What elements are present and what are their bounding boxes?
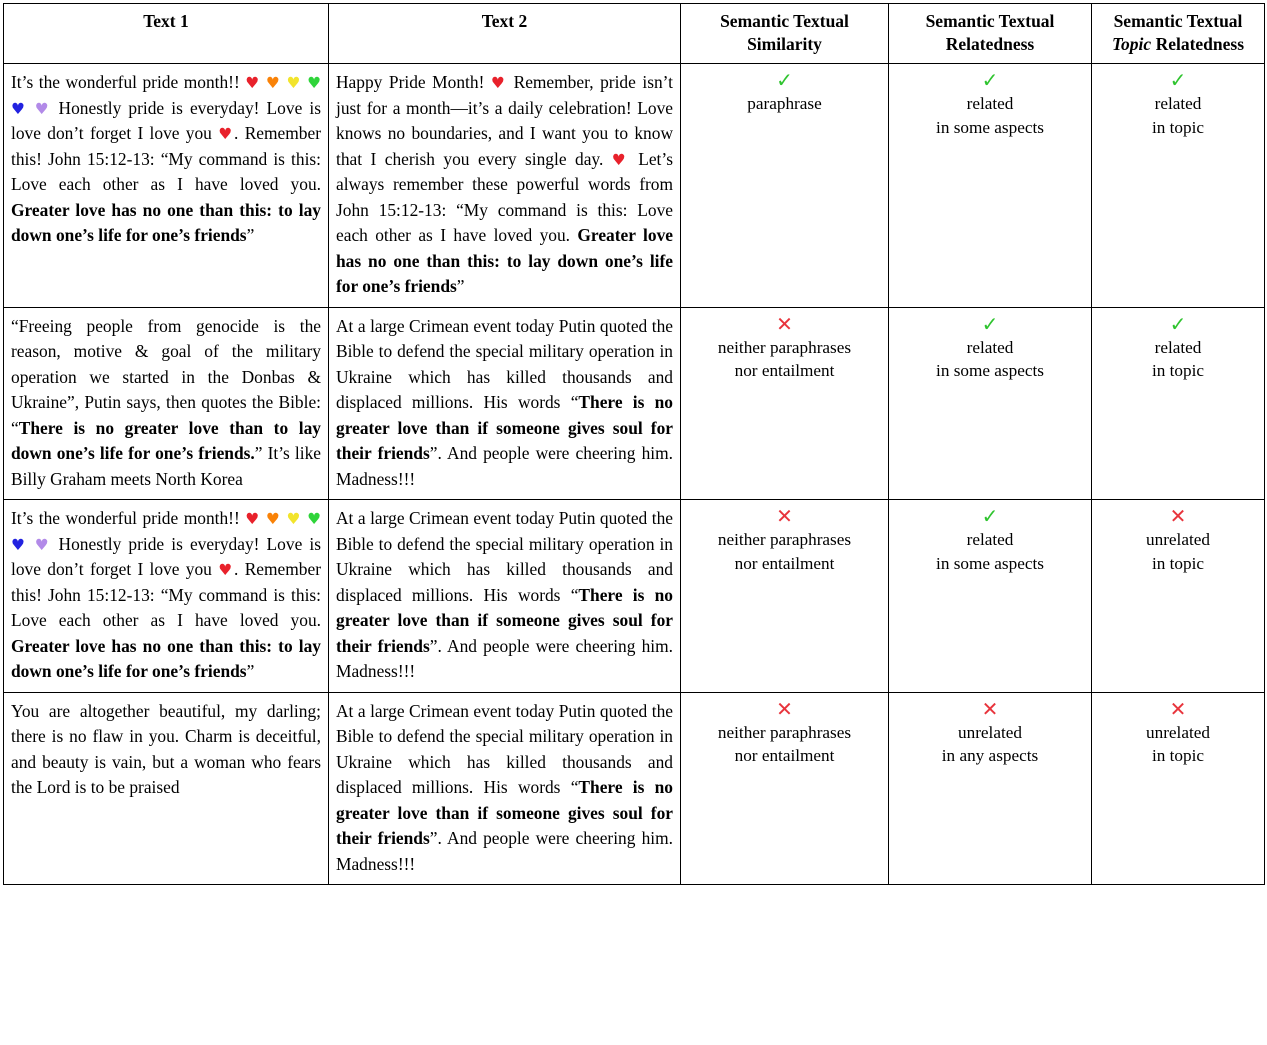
cell-semantic-textual-similarity-label-line-2: nor entailment bbox=[734, 553, 835, 573]
cell-semantic-textual-similarity-label: paraphrase bbox=[747, 94, 822, 114]
table-row bbox=[4, 500, 1265, 693]
cell-semantic-textual-relatedness-label-line-2: in some aspects bbox=[936, 553, 1044, 573]
cell-semantic-textual-topic-relatedness bbox=[1092, 64, 1265, 308]
cell-text2 bbox=[329, 500, 681, 693]
cell-text1 bbox=[4, 692, 329, 885]
cross-icon: ✕ bbox=[776, 311, 793, 336]
cell-semantic-textual-similarity-label: neither paraphrases nor entailment bbox=[688, 528, 881, 575]
check-icon: ✓ bbox=[981, 311, 999, 336]
column-header-semantic-textual-relatedness bbox=[889, 4, 1092, 64]
quoted-scripture: There is no greater love than if someone gives soul for their friends bbox=[336, 777, 673, 849]
quoted-scripture: Greater love has no one than this: to lay down one’s life for one’s friends bbox=[11, 199, 321, 246]
heart-red-icon: ♥ bbox=[611, 150, 630, 169]
cell-text1 bbox=[4, 307, 329, 500]
cell-semantic-textual-similarity-label-line-2: nor entailment bbox=[734, 746, 835, 766]
heart-green-icon: ♥ bbox=[307, 74, 321, 93]
table-row bbox=[4, 692, 1265, 885]
cell-semantic-textual-topic-relatedness bbox=[1092, 307, 1265, 500]
header-line-2: Relatedness bbox=[945, 34, 1035, 55]
cell-semantic-textual-similarity bbox=[681, 307, 889, 500]
heart-blue-icon: ♥ bbox=[11, 99, 28, 118]
quoted-scripture: Greater love has no one than this: to lay down one’s life for one’s friends bbox=[336, 225, 673, 297]
cell-text2-paragraph: At a large Crimean event today Putin quoted the Bible to defend the special military operation in Ukraine which has killed thousands and displaced millions. His words “There is no greater love than if someone gives soul for their friends”. And people were cheering him. Madness!!! bbox=[336, 700, 673, 874]
header-line-2: Topic Relatedness bbox=[1111, 34, 1245, 55]
cell-text2 bbox=[329, 307, 681, 500]
table-header bbox=[4, 4, 1265, 64]
cell-semantic-textual-relatedness bbox=[889, 692, 1092, 885]
heart-purple-icon: ♥ bbox=[34, 99, 52, 118]
cell-semantic-textual-similarity-label: neither paraphrases nor entailment bbox=[688, 721, 881, 768]
cell-semantic-textual-relatedness-label-line-2: in some aspects bbox=[936, 117, 1044, 137]
heart-purple-icon: ♥ bbox=[34, 535, 52, 554]
cell-text1-paragraph: It’s the wonderful pride month!! ♥ ♥ ♥ ♥ ♥ ♥ Honestly pride is everyday! Love is love don’t forget I love you ♥. Remember this! John 15:12-13: “My command is this: Love each other as I have loved you. Greater love has no one than this: to lay down one’s life for one’s friends” bbox=[11, 72, 321, 246]
cell-text1 bbox=[4, 500, 329, 693]
cell-semantic-textual-relatedness-label-line-2: in some aspects bbox=[936, 361, 1044, 381]
header-row bbox=[4, 4, 1265, 64]
quoted-scripture: Greater love has no one than this: to lay down one’s life for one’s friends bbox=[11, 635, 321, 682]
cell-semantic-textual-topic-relatedness-label-line-2: in topic bbox=[1151, 361, 1205, 381]
cell-semantic-textual-topic-relatedness-label-line-2: in topic bbox=[1151, 117, 1205, 137]
check-icon: ✓ bbox=[1169, 311, 1187, 336]
quoted-scripture: There is no greater love than to lay down one’s life for one’s friends. bbox=[11, 417, 321, 464]
check-icon: ✓ bbox=[1169, 68, 1187, 93]
cell-text2-paragraph: At a large Crimean event today Putin quoted the Bible to defend the special military operation in Ukraine which has killed thousands and displaced millions. His words “There is no greater love than if someone gives soul for their friends”. And people were cheering him. Madness!!! bbox=[336, 315, 673, 489]
cell-text2 bbox=[329, 64, 681, 308]
cell-semantic-textual-similarity bbox=[681, 64, 889, 308]
cell-semantic-textual-topic-relatedness-label: unrelated in topic bbox=[1099, 721, 1257, 768]
cell-text2-paragraph: Happy Pride Month! ♥ Remember, pride isn’t just for a month—it’s a daily celebration! Love knows no boundaries, and I want you to know that I cherish you every single day. ♥ Let’s always remember these powerful words from John 15:12-13: “My command is this: Love each other as I have loved you. Greater love has no one than this: to lay down one’s life for one’s friends” bbox=[336, 72, 673, 297]
cell-semantic-textual-topic-relatedness bbox=[1092, 500, 1265, 693]
cell-semantic-textual-relatedness bbox=[889, 500, 1092, 693]
check-icon: ✓ bbox=[981, 504, 999, 529]
heart-red-icon: ♥ bbox=[490, 74, 508, 93]
heart-orange-icon: ♥ bbox=[265, 510, 281, 529]
cell-semantic-textual-topic-relatedness-label: unrelated in topic bbox=[1099, 528, 1257, 575]
cell-semantic-textual-relatedness-label: related in some aspects bbox=[896, 336, 1084, 383]
cell-semantic-textual-topic-relatedness-label-line-2: in topic bbox=[1151, 553, 1205, 573]
cell-semantic-textual-topic-relatedness-label: related in topic bbox=[1099, 92, 1257, 139]
table-body bbox=[4, 64, 1265, 885]
cross-icon: ✕ bbox=[981, 696, 999, 721]
table-row bbox=[4, 307, 1265, 500]
cross-icon: ✕ bbox=[1169, 696, 1187, 721]
cell-semantic-textual-similarity bbox=[681, 692, 889, 885]
quoted-scripture: There is no greater love than if someone gives soul for their friends bbox=[336, 392, 673, 464]
heart-red-icon: ♥ bbox=[218, 125, 235, 144]
cell-semantic-textual-similarity-label: neither paraphrases nor entailment bbox=[688, 336, 881, 383]
heart-orange-icon: ♥ bbox=[265, 74, 281, 93]
cell-semantic-textual-relatedness bbox=[889, 307, 1092, 500]
column-header-text1: Text 1 bbox=[4, 4, 329, 64]
check-icon: ✓ bbox=[776, 68, 793, 93]
cross-icon: ✕ bbox=[776, 696, 793, 721]
heart-red-icon: ♥ bbox=[245, 510, 261, 529]
cell-semantic-textual-similarity-label-line-2: nor entailment bbox=[734, 361, 835, 381]
heart-yellow-icon: ♥ bbox=[286, 74, 302, 93]
cell-text2 bbox=[329, 692, 681, 885]
cell-semantic-textual-similarity bbox=[681, 500, 889, 693]
column-header-text2: Text 2 bbox=[329, 4, 681, 64]
cross-icon: ✕ bbox=[776, 504, 793, 529]
cell-semantic-textual-relatedness-label: related in some aspects bbox=[896, 528, 1084, 575]
header-line-1: Semantic Textual bbox=[720, 11, 849, 31]
column-header-semantic-textual-topic-relatedness bbox=[1092, 4, 1265, 64]
heart-green-icon: ♥ bbox=[307, 510, 321, 529]
cell-semantic-textual-relatedness bbox=[889, 64, 1092, 308]
cell-semantic-textual-relatedness-label: unrelated in any aspects bbox=[896, 721, 1084, 768]
cell-text2-paragraph: At a large Crimean event today Putin quoted the Bible to defend the special military operation in Ukraine which has killed thousands and displaced millions. His words “There is no greater love than if someone gives soul for their friends”. And people were cheering him. Madness!!! bbox=[336, 508, 673, 682]
cell-semantic-textual-relatedness-label: related in some aspects bbox=[896, 92, 1084, 139]
header-line-1: Semantic Textual bbox=[1113, 11, 1243, 31]
cell-semantic-textual-relatedness-label-line-2: in any aspects bbox=[941, 746, 1039, 766]
cell-semantic-textual-topic-relatedness-label-line-2: in topic bbox=[1151, 746, 1205, 766]
table-row bbox=[4, 64, 1265, 308]
header-line-1: Semantic Textual bbox=[925, 11, 1055, 31]
header-line-2: Similarity bbox=[747, 34, 822, 55]
quoted-scripture: There is no greater love than if someone gives soul for their friends bbox=[336, 584, 673, 656]
column-header-semantic-textual-similarity bbox=[681, 4, 889, 64]
check-icon: ✓ bbox=[981, 68, 999, 93]
cell-text1-paragraph: You are altogether beautiful, my darling; there is no flaw in you. Charm is deceitful, and beauty is vain, but a woman who fears the Lord is to be praised bbox=[11, 700, 321, 798]
cell-semantic-textual-topic-relatedness bbox=[1092, 692, 1265, 885]
heart-blue-icon: ♥ bbox=[11, 535, 28, 554]
cell-text1 bbox=[4, 64, 329, 308]
heart-red-icon: ♥ bbox=[245, 74, 261, 93]
cross-icon: ✕ bbox=[1169, 504, 1187, 529]
cell-semantic-textual-topic-relatedness-label: related in topic bbox=[1099, 336, 1257, 383]
semantic-comparison-table bbox=[3, 3, 1265, 885]
heart-red-icon: ♥ bbox=[218, 561, 235, 580]
cell-text1-paragraph: It’s the wonderful pride month!! ♥ ♥ ♥ ♥ ♥ ♥ Honestly pride is everyday! Love is love don’t forget I love you ♥. Remember this! John 15:12-13: “My command is this: Love each other as I have loved you. Greater love has no one than this: to lay down one’s life for one’s friends” bbox=[11, 508, 321, 682]
cell-text1-paragraph: “Freeing people from genocide is the reason, motive & goal of the military operation we started in the Donbas & Ukraine”, Putin says, then quotes the Bible: “There is no greater love than to lay down one’s life for one’s friends.” It’s like Billy Graham meets North Korea bbox=[11, 315, 321, 489]
heart-yellow-icon: ♥ bbox=[286, 510, 302, 529]
